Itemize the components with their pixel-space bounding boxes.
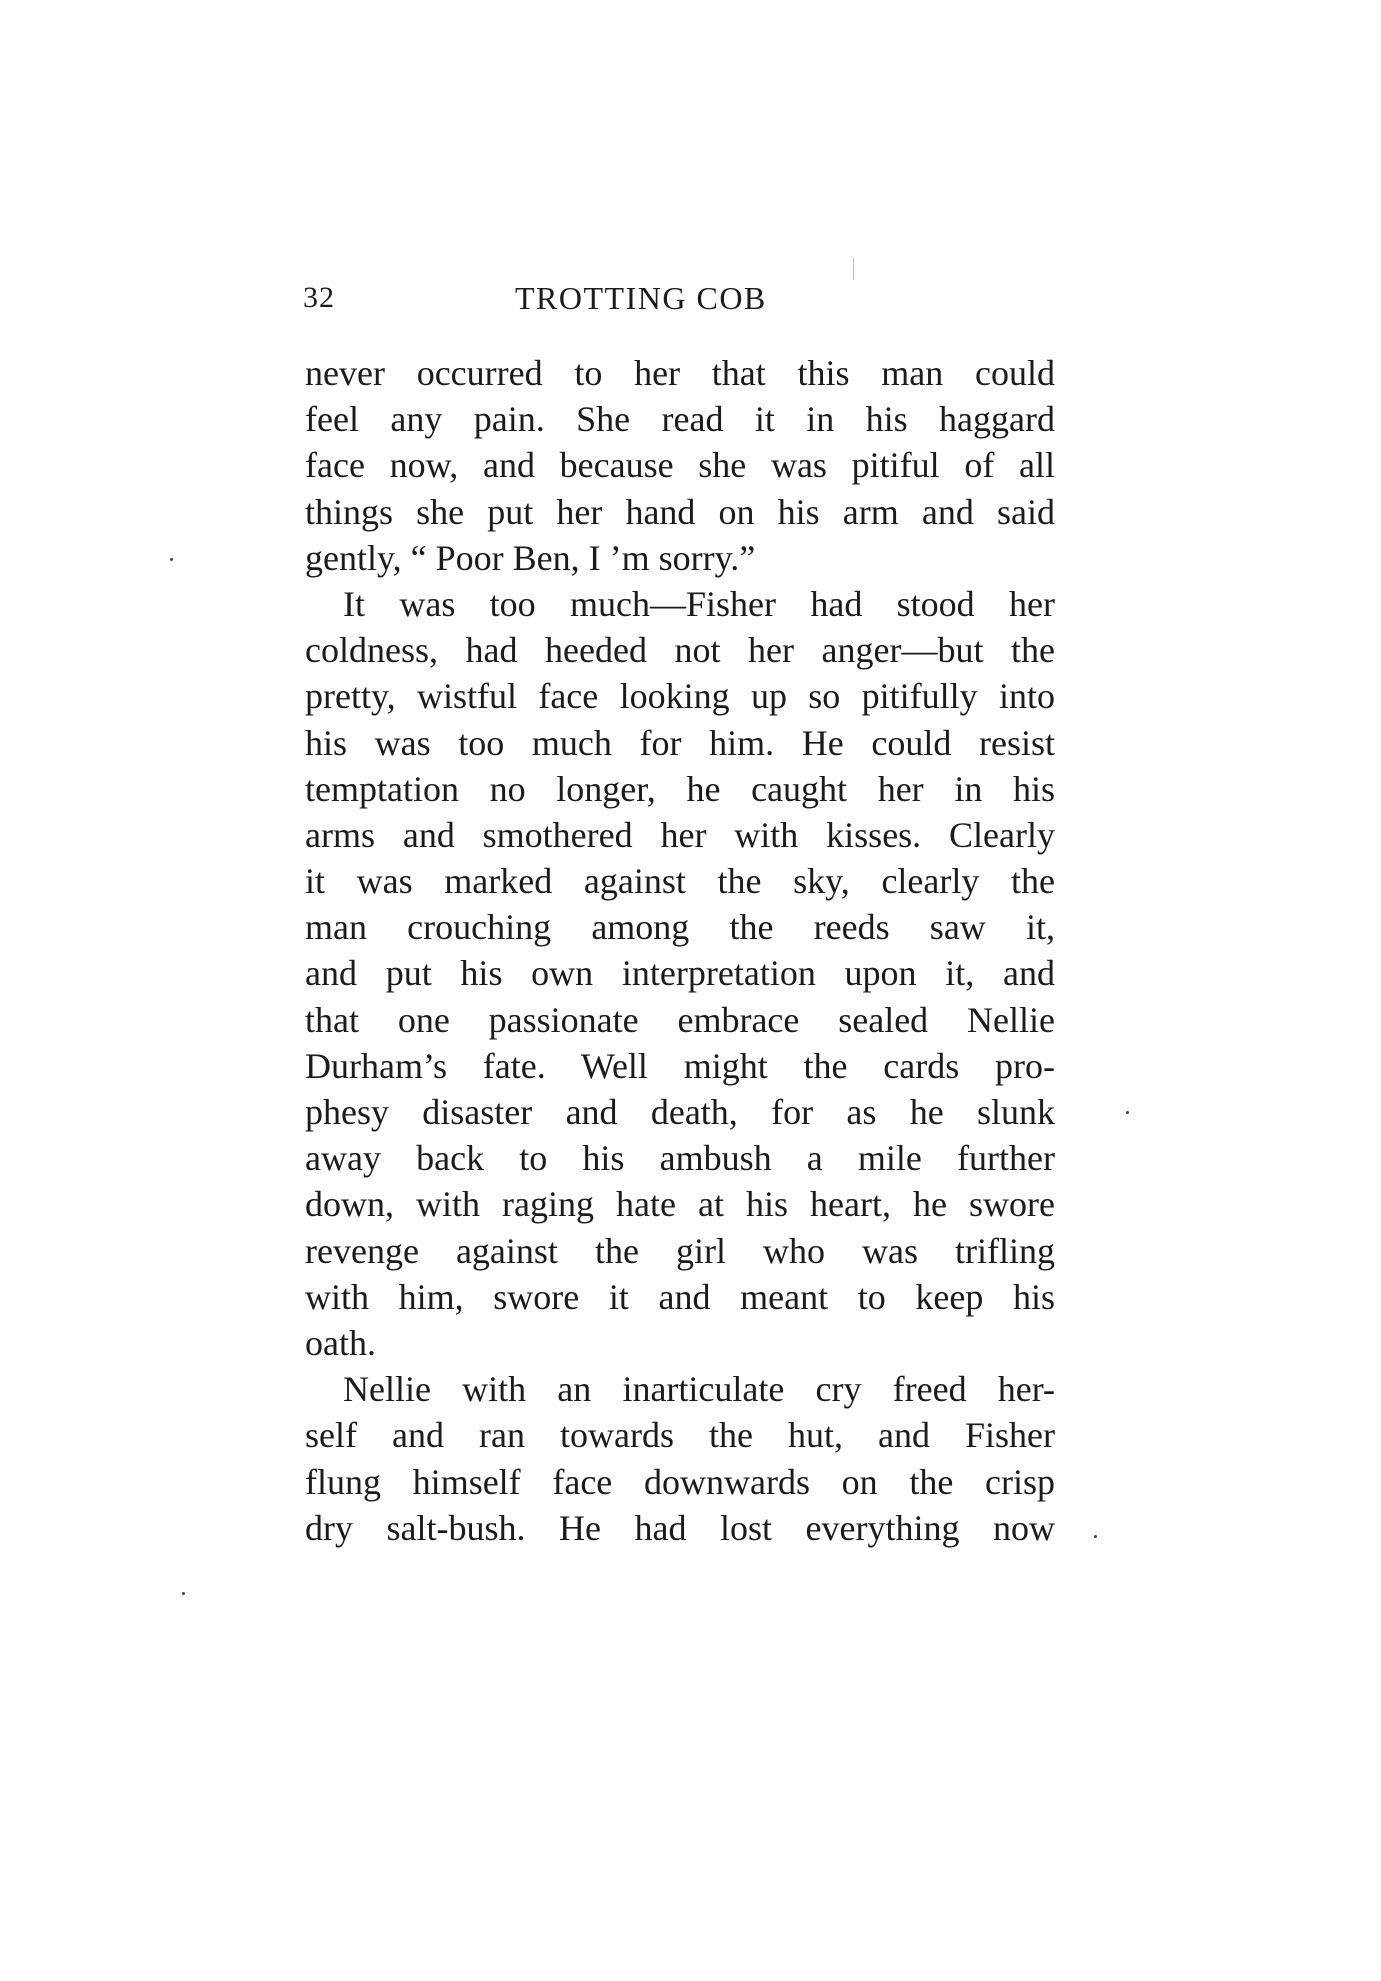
text-line: man crouching among the reeds saw it, (305, 907, 1055, 948)
text-line: self and ran towards the hut, and Fisher (305, 1415, 1055, 1456)
text-line: that one passionate embrace sealed Nellie (305, 999, 1055, 1040)
text-line: gently, “ Poor Ben, I ’m sorry.” (305, 537, 756, 578)
text-line: never occurred to her that this man could (305, 353, 1055, 393)
text-line: Durham’s fate. Well might the cards pro- (305, 1045, 1055, 1086)
text-line: Nellie with an inarticulate cry freed her- (343, 1369, 1055, 1410)
text-line: things she put her hand on his arm and said (305, 491, 1055, 532)
text-line: and put his own interpretation upon it, and (305, 953, 1055, 994)
text-line: away back to his ambush a mile further (305, 1138, 1055, 1179)
running-title: TROTTING COB (515, 280, 767, 316)
text-line: revenge against the girl who was trifling (305, 1230, 1055, 1271)
text-line: it was marked against the sky, clearly the (305, 861, 1055, 902)
text-line: It was too much—Fisher had stood her (343, 583, 1055, 624)
scan-speck (170, 558, 173, 561)
text-line: phesy disaster and death, for as he slunk (305, 1092, 1055, 1132)
scan-speck (182, 1592, 185, 1595)
text-line: pretty, wistful face looking up so pitifully into (305, 676, 1055, 717)
text-line: dry salt-bush. He had lost everything now (305, 1507, 1055, 1548)
text-line: coldness, had heeded not her anger—but the (305, 630, 1055, 671)
text-line: face now, and because she was pitiful of all (305, 445, 1055, 486)
text-line: temptation no longer, he caught her in his (305, 768, 1055, 809)
scan-speck (1094, 1535, 1097, 1538)
page-number: 32 (303, 281, 335, 314)
scan-speck (1126, 1111, 1129, 1114)
text-line: his was too much for him. He could resist (305, 722, 1055, 763)
scan-speck (853, 258, 854, 280)
text-line: with him, swore it and meant to keep his (305, 1276, 1055, 1317)
text-line: flung himself face downwards on the crisp (305, 1461, 1055, 1502)
text-line: arms and smothered her with kisses. Clearly (305, 814, 1055, 855)
text-line: oath. (305, 1322, 376, 1363)
text-line: feel any pain. She read it in his haggard (305, 399, 1055, 440)
body-text (305, 350, 1055, 1551)
text-line: down, with raging hate at his heart, he swore (305, 1184, 1055, 1225)
running-head (303, 278, 1058, 318)
